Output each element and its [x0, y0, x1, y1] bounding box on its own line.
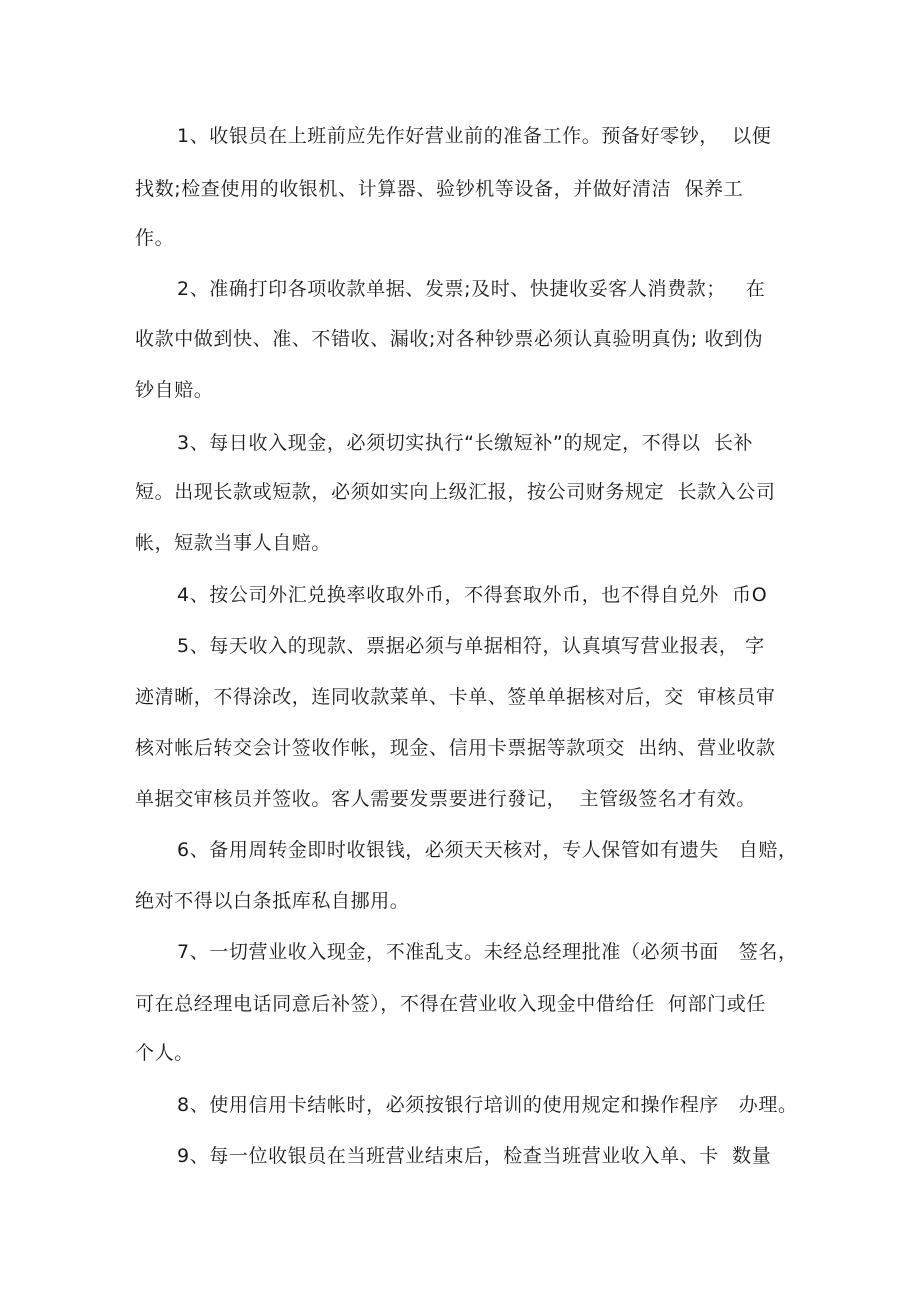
paragraph-1-line-2: 找数;检查使用的收银机、计算器、验钞机等设备，并做好清洁 保养工 — [135, 178, 744, 200]
paragraph-3-line-2: 短。出现长款或短款，必须如实向上级汇报，按公司财务规定 长款入公司 — [135, 481, 776, 503]
paragraph-6-line-2: 绝对不得以白条抵库私自挪用。 — [135, 890, 410, 912]
paragraph-2-line-2: 收款中做到快、准、不错收、漏收;对各种钞票必须认真验明真伪; 收到伪 — [135, 328, 764, 350]
paragraph-7-line-3: 个人。 — [135, 1042, 194, 1064]
paragraph-4-line-1: 4、按公司外汇兑换率收取外币，不得套取外币，也不得自兑外 币O — [177, 584, 768, 606]
paragraph-8-line-1: 8、使用信用卡结帐时，必须按银行培训的使用规定和操作程序 办理。 — [177, 1094, 798, 1116]
paragraph-3-line-1: 3、每日收入现金，必须切实执行“长缴短补”的规定，不得以 长补 — [177, 432, 754, 454]
paragraph-3-line-3: 帐，短款当事人自赔。 — [135, 532, 332, 554]
paragraph-5-line-3: 核对帐后转交会计签收作帐，现金、信用卡票据等款项交 出纳、营业收款 — [135, 737, 776, 759]
paragraph-1-line-1: 1、收银员在上班前应先作好营业前的准备工作。预备好零钞， 以便 — [177, 125, 772, 147]
paragraph-2-line-3: 钞自赔。 — [135, 379, 214, 401]
paragraph-5-line-4: 单据交审核员并签收。客人需要发票要进行發记， 主管级签名才有效。 — [135, 788, 756, 810]
paragraph-5-line-2: 迹清晰，不得涂改，连同收款菜单、卡单、签单单据核对后，交 审核员审 — [135, 686, 776, 708]
paragraph-2-line-1: 2、准确打印各项收款单据、发票;及时、快捷收妥客人消费款； 在 — [177, 278, 766, 300]
paragraph-5-line-1: 5、每天收入的现款、票据必须与单据相符，认真填写营业报表， 字 — [177, 635, 765, 657]
paragraph-1-line-3: 作。 — [135, 227, 175, 249]
paragraph-7-line-2: 可在总经理电话同意后补签），不得在营业收入现金中借给任 何部门或任 — [135, 993, 766, 1015]
paragraph-9-line-1: 9、每一位收银员在当班营业结束后，检查当班营业收入单、卡 数量 — [177, 1145, 772, 1167]
paragraph-7-line-1: 7、一切营业收入现金，不准乱支。未经总经理批准（必须书面 签名， — [177, 941, 798, 963]
paragraph-6-line-1: 6、备用周转金即时收银钱，必须天天核对，专人保管如有遗失 自赔， — [177, 839, 798, 861]
